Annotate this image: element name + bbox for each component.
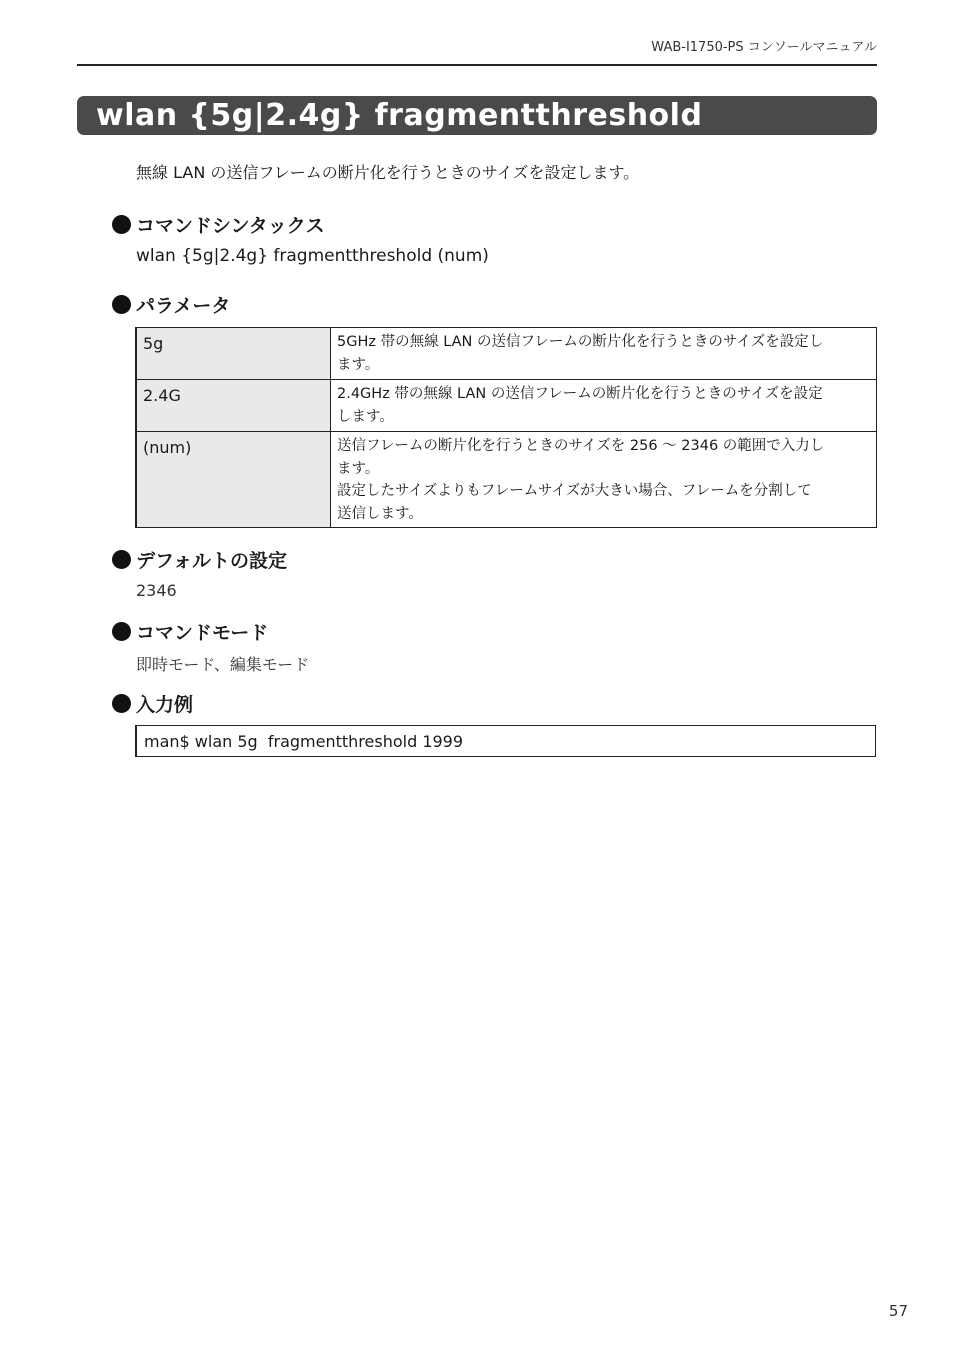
section-heading-mode: [112, 618, 268, 645]
desc-line: 2.4GHz 帯の無線 LAN の送信フレームの断片化を行うときのサイズを設定: [337, 386, 823, 402]
manual-title: WAB-I1750-PS コンソールマニュアル: [651, 40, 877, 55]
param-name: 2.4G: [136, 380, 331, 432]
param-description: [331, 328, 877, 380]
syntax-text: wlan {5g|2.4g} fragmentthreshold (num): [136, 246, 489, 266]
section-heading-label: デフォルトの設定: [136, 550, 288, 572]
section-heading-label: パラメータ: [136, 295, 231, 317]
table-row: [136, 380, 877, 432]
title-bar: [77, 96, 877, 135]
param-name: (num): [136, 432, 331, 528]
bullet-icon: [112, 215, 131, 234]
desc-line: 5GHz 帯の無線 LAN の送信フレームの断片化を行うときのサイズを設定し: [337, 334, 824, 350]
param-description: [331, 380, 877, 432]
example-box: [135, 725, 876, 757]
section-heading-label: コマンドシンタックス: [136, 215, 325, 237]
example-command: man$ wlan 5g fragmentthreshold 1999: [144, 731, 464, 751]
params-table: [135, 327, 877, 528]
section-heading-label: 入力例: [136, 694, 194, 716]
table-row: [136, 432, 877, 528]
section-heading-syntax: [112, 211, 325, 238]
section-heading-params: [112, 291, 230, 318]
page-title: wlan {5g|2.4g} fragmentthreshold: [96, 98, 703, 133]
desc-line: ます。: [337, 356, 380, 373]
bullet-icon: [112, 295, 131, 314]
desc-line: します。: [337, 408, 394, 425]
intro-text: 無線 LAN の送信フレームの断片化を行うときのサイズを設定します。: [136, 163, 640, 182]
table-row: [136, 328, 877, 380]
mode-text: 即時モード、編集モード: [136, 655, 310, 674]
param-description: [331, 432, 877, 528]
desc-line: 送信フレームの断片化を行うときのサイズを 256 〜 2346 の範囲で入力し: [337, 438, 825, 454]
bullet-icon: [112, 550, 131, 569]
section-heading-example: [112, 690, 193, 717]
param-name: 5g: [136, 328, 331, 380]
bullet-icon: [112, 622, 131, 641]
page-number: 57: [888, 1302, 908, 1320]
desc-line: 送信します。: [337, 505, 423, 522]
desc-line: ます。: [337, 460, 380, 477]
section-heading-default: [112, 546, 287, 573]
bullet-icon: [112, 694, 131, 713]
default-value: 2346: [136, 581, 177, 600]
header-rule: [77, 64, 877, 66]
section-heading-label: コマンドモード: [136, 622, 269, 644]
desc-line: 設定したサイズよりもフレームサイズが大きい場合、フレームを分割して: [337, 483, 812, 499]
